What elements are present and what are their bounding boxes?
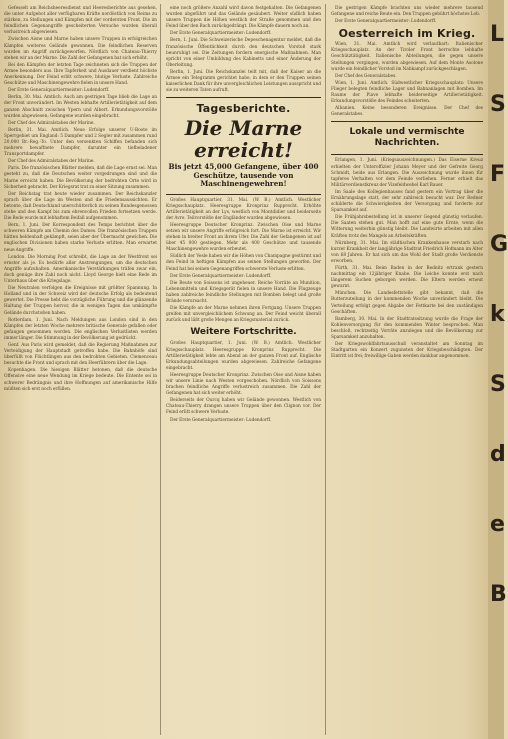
local-news-box	[331, 121, 483, 155]
headline-box	[166, 97, 321, 194]
column-left: Gefesselt am Reichsheeresdienst und Heeresberichte aus gesehen, die unter Aufgebot aller verfügbaren Kräfte nordöstlich von Reims zu stärken, zu Stellungen und Kämpfen mit der vordersten Front. Die im feindlichen Gegenangriffe gescheiterten Versuche wurden überall verlustreich abgewiesen. Zwischen Aisne und Marne haben unsere Truppen in erfolgreichen Kämpfen weiteres Gelände gewonnen. Die feindlichen Reserven wurden im Angriff zurückgeworfen. Nördlich von Chateau-Thierry stehen wir an der Marne. Die Zahl der Gefangenen hat sich erhöht. Bei den Kämpfen der letzten Tage zeichneten sich die Truppen der Armee besonders aus. Ihre Tapferkeit und Ausdauer verdient höchste Anerkennung. Der Feind erlitt schwere, blutige Verluste. Zahlreiche Geschütze und Maschinengewehre fielen in unsere Hand. Der Erste Generalquartiermeister: Ludendorff. Berlin, 30. Mai. Amtlich. Auch am gestrigen Tage blieb die Lage an der Front unverändert. Im Westen lebhafte Artillerietätigkeit auf dem ganzen Abschnitt zwischen Ypern und Albert. Erkundungsvorstöße wurden abgewiesen; Gefangene wurden eingebracht. Der Chef des Admiralstabes der Marine. Berlin, 31. Mai. Amtlich. Neue Erfolge unserer U-Boote im Sperrgebiet um England: 5 Dampfer und 2 Segler mit zusammen rund 20,000 Br.-Reg.-To. Unter den versenkten Schiffen befanden sich mehrere bewaffnete Dampfer, darunter ein tiefbeladener Transportdampfer. Der Chef des Admiralstabes der Marine. Paris. Die französischen Blätter melden, daß die Lage ernst sei. Man gesteht zu, daß die Deutschen weiter vorgedrungen sind und die Marne erreicht haben. Die Bevölkerung der bedrohten Orte wird in Sicherheit gebracht. Der Kriegsrat trat zu einer Sitzung zusammen. Der Reichstag trat heute wieder zusammen. Der Reichskanzler sprach über die Lage im Westen und die Friedensaussichten. Er betonte, daß Deutschland unerschütterlich zu seinen Bundesgenossen stehe und den Kampf bis zum ehrenvollen Frieden fortsetzen werde. Die Rede wurde mit lebhaftem Beifall aufgenommen. Bern, 1. Juni. Der Korrespondent des Temps berichtet über die schweren Kämpfe am Chemin des Dames. Die französischen Truppen hätten heldenhaft gekämpft, seien aber der Übermacht gewichen. Die englischen Divisionen haben starke Verluste erlitten. Man erwartet neue Angriffe. London. Die Morning Post schreibt, die Lage an der Westfront sei ernster als je. Es bedürfe aller Anstrengungen, um die deutschen Angriffe aufzuhalten. Amerikanische Verstärkungen träfen zwar ein, doch genüge ihre Zahl noch nicht. Lloyd George hielt eine Rede im Unterhaus über die Kriegslage. Die Neutralen verfolgen die Ereignisse mit größter Spannung. In Holland und in der Schweiz wird der deutsche Erfolg als bedeutend gewertet. Die Presse hebt die vorzügliche Führung und die glänzende Haltung der Truppen hervor, die in wenigen Tagen das umkämpfte Gelände durchstoßen haben. Rotterdam, 1. Juni. Nach Meldungen aus London sind in den Kämpfen der letzten Woche mehrere britische Generale gefallen oder gefangen genommen worden. Die englischen Verlustlisten werden immer länger. Die Stimmung in der Bevölkerung ist gedrückt. Genf. Aus Paris wird gemeldet, daß die Regierung Maßnahmen zur Verteidigung der Hauptstadt getroffen habe. Die Bahnhöfe sind überfüllt von Flüchtlingen aus den bedrohten Gebieten. Clemenceau besuchte die Front und sprach mit den Heerführern über die Lage. Kopenhagen. Die hiesigen Blätter betonen, daß die deutsche Offensive eine neue Wendung im Kriege bedeute. Die Entente sei in schwerer Bedrängnis und ihre Hoffnungen auf amerikanische Hilfe müßten sich erst noch erfüllen.	[4, 6, 157, 392]
sub-headline: Bis jetzt 45,000 Gefangene, über 400 Geschütze, tausende von Maschinengewehren!	[168, 162, 319, 189]
main-headline: Die Marne erreicht!	[184, 116, 303, 163]
column-center: eine noch größere Anzahl wird davon festgehalten. Die Gefangenen wurden abgeführt und das Gelände gesäubert. Weiter südlich haben unsere Truppen die Höhen westlich der Straße genommen und den Feind über den Bach zurückgedrängt. Die Kämpfe dauern noch an. Der Erste Generalquartiermeister: Ludendorff. Bern, 1. Juni. Die Schweizerische Depeschenagentur meldet, daß die französische Öffentlichkeit durch den deutschen Vorstoß stark beunruhigt sei. Die Zeitungen fordern energische Maßnahmen. Man spricht von einer Umbildung des Kabinetts und einer Änderung der Oberleitung. Berlin, 1. Juni. Die Reichskanzlei teilt mit, daß der Kaiser an die Armee ein Telegramm gerichtet habe, in dem er den Truppen seinen kaiserlichen Dank für ihre unvergleichlichen Leistungen ausspricht und sie zu weiteren Taten aufruft. Tagesberichte. Die Marne erreicht! Bis jetzt 45,000 Gefangene, über 400 Geschütze, tausende von Maschinengewehren! Großes Hauptquartier, 31. Mai. (W. B.) Amtlich. Westlicher Kriegsschauplatz. Heeresgruppe Kronprinz Rupprecht. Erhöhte Artillerietätigkeit an der Lys, westlich von Montdidier und beiderseits der Avre. Teilvorstöße der Engländer wurden abgewiesen. Heeresgruppe Deutscher Kronprinz. Zwischen Oise und Marne setzen wir unsere Angriffe erfolgreich fort. Die Marne ist erreicht. Wir stehen in breiter Front an ihrem Ufer. Die Zahl der Gefangenen ist auf über 45 000 gestiegen. Mehr als 400 Geschütze und tausende Maschinengewehre wurden erbeutet. Südlich der Vesle haben wir die Höhen von Champagne gestürmt und den Feind in heftigen Kämpfen aus seinen Stellungen geworfen. Der Feind hat bei seinen Gegenangriffen schwerste Verluste erlitten. Der Erste Generalquartiermeister: Ludendorff. Die Beute von Soissons ist ungeheuer. Reiche Vorräte an Munition, Lebensmitteln und Kriegsgerät fielen in unsere Hand. Die Flugzeuge haben zahlreiche feindliche Stellungen mit Bomben belegt und große Brände verursacht. Die Kämpfe an der Marne nehmen ihren Fortgang. Unsere Truppen greifen mit unvergleichlichem Schwung an. Der Feind weicht überall zurück und läßt große Mengen an Kriegsmaterial zurück. Weitere Fortschritte. Großes Hauptquartier, 1. Juni. (W. B.) Amtlich. Westlicher Kriegsschauplatz. Heeresgruppe Kronprinz Rupprecht. Die Artillerietätigkeit lebte am Abend an der ganzen Front auf. Englische Erkundungsabteilungen wurden abgewiesen. Zahlreiche Gefangene eingebracht. Heeresgruppe Deutscher Kronprinz. Zwischen Oise und Aisne haben wir unsere Linie nach Westen vorgeschoben. Nördlich von Soissons brachen feindliche Angriffe verlustreich zusammen. Die Zahl der Gefangenen hat sich weiter erhöht. Beiderseits der Ourcq haben wir Gelände gewonnen. Westlich von Chateau-Thierry drangen unsere Truppen über den Clignon vor. Der Feind erlitt schwere Verluste. Der Erste Generalquartiermeister: Ludendorff.	[166, 6, 321, 423]
column-right: Die gestrigen Kämpfe brachten uns wieder mehrere tausend Gefangene und reiche Beute ein. Den Truppen gebührt höchstes Lob. Der Erste Generalquartiermeister: Ludendorff. Oesterreich im Krieg. Wien, 31. Mai. Amtlich wird verlautbart: Italienischer Kriegsschauplatz. An der Tiroler Front herrschte lebhafte Geschütztätigkeit. Italienische Abteilungen, die gegen unsere Stellungen vorgingen, wurden abgewiesen. Auf dem Monte Asolone wurde ein feindlicher Vorstoß im Nahkampf zurückgeschlagen. Der Chef des Generalstabes. Wien, 1. Juni. Amtlich. Südwestlicher Kriegsschauplatz: Unsere Flieger belegten feindliche Lager und Bahnanlagen mit Bomben. Im Raume der Piave lebhafte beiderseitige Artillerietätigkeit. Erkundungsvorstöße des Feindes scheiterten. Albanien. Keine besonderen Ereignisse. Der Chef des Generalstabes. Lokale und vermischte Nachrichten. Erlangen, 1. Juni. (Kriegsauszeichnungen.) Das Eiserne Kreuz erhielten der Unteroffizier Johann Meyer und der Gefreite Georg Schmidt, beide aus Erlangen. Die Auszeichnung wurde ihnen für tapferes Verhalten vor dem Feinde verliehen. Ferner erhielt das Militärverdienstkreuz der Vizefeldwebel Karl Bauer. Im Saale des Kollegienhauses fand gestern ein Vortrag über die Ernährungslage statt, der sehr zahlreich besucht war. Der Redner schilderte die Schwierigkeiten der Versorgung und forderte zur Sparsamkeit auf. Die Frühjahrsbestellung ist in unserer Gegend günstig verlaufen. Die Saaten stehen gut. Man hofft auf eine gute Ernte, wenn die Witterung weiterhin günstig bleibt. Die Landwirte arbeiten mit allen Kräften trotz des Mangels an Arbeitskräften. Nürnberg, 31. Mai. Im städtischen Krankenhause verstarb nach kurzer Krankheit der langjährige Stadtrat Friedrich Hofmann im Alter von 68 Jahren. Er hat sich um das Wohl der Stadt große Verdienste erworben. Fürth, 31. Mai. Beim Baden in der Rednitz ertrank gestern nachmittag ein 12jähriger Knabe. Die Leiche konnte erst nach längerem Suchen geborgen werden. Die Eltern werden erneut gewarnt. München. Die Landesfettstelle gibt bekannt, daß die Butterzuteilung in der kommenden Woche unverändert bleibt. Die Verteilung erfolgt gegen Abgabe der Fettkarte bei den zuständigen Geschäften. Bamberg, 30. Mai. In der Stadtratssitzung wurde die Frage der Kohlenversorgung für den kommenden Winter besprochen. Man beschloß, rechtzeitig Vorräte anzulegen und die Bevölkerung zur Sparsamkeit anzuhalten. Der Kriegswohlfahrtsausschuß veranstaltet am Sonntag im Stadtgarten ein Konzert zugunsten der Kriegsbeschädigten. Der Eintritt ist frei; freiwillige Gaben werden dankbar angenommen.	[331, 6, 483, 360]
adjacent-page-edge: L S F G k S d e B	[488, 0, 504, 739]
section-heading-local: Lokale und vermischte Nachrichten.	[349, 127, 465, 149]
section-heading-austria: Oesterreich im Krieg.	[338, 27, 476, 41]
column-rule	[325, 4, 326, 735]
section-heading: Tagesberichte.	[196, 102, 291, 116]
column-rule	[160, 4, 161, 735]
section-heading-2: Weitere Fortschritte.	[190, 327, 297, 338]
